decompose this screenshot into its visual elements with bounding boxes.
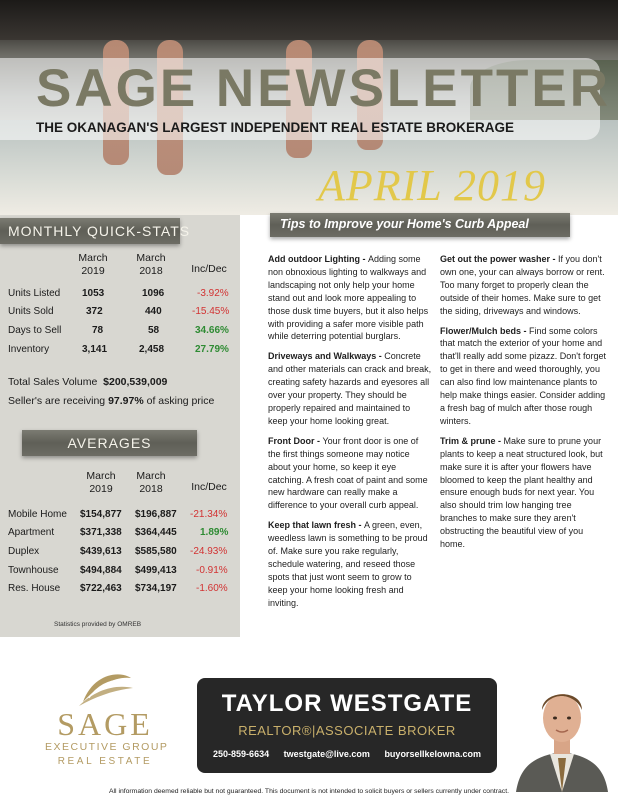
- value-2019: 1053: [82, 288, 105, 299]
- table-row: [8, 583, 238, 597]
- value-2019: $722,463: [80, 583, 122, 594]
- agent-phone[interactable]: 250-859-6634: [213, 749, 270, 759]
- asking-suffix: of asking price: [146, 395, 215, 407]
- tip-heading: Add outdoor Lighting -: [268, 254, 368, 264]
- article-title-bar: [270, 213, 618, 237]
- article-column-right: [440, 253, 610, 558]
- agent-contact: [197, 749, 497, 759]
- change-value: 27.79%: [195, 344, 229, 355]
- newsletter-subtitle: THE OKANAGAN'S LARGEST INDEPENDENT REAL ESTATE BROKERAGE: [36, 120, 514, 135]
- value-2018: $196,887: [135, 509, 177, 520]
- tip-paragraph: [440, 325, 610, 428]
- averages-heading: AVERAGES: [22, 430, 197, 456]
- col-header-2019: [76, 470, 126, 496]
- table-row: [8, 288, 238, 302]
- change-value: -15.45%: [192, 306, 230, 317]
- row-label: Inventory: [8, 344, 50, 355]
- value-2019: 78: [92, 325, 104, 336]
- change-value: -3.92%: [197, 288, 229, 299]
- tip-paragraph: [268, 253, 432, 343]
- table-row: [8, 306, 238, 320]
- total-sales-label: Total Sales Volume: [8, 376, 98, 388]
- row-label: Townhouse: [8, 565, 59, 576]
- tip-paragraph: [268, 435, 432, 512]
- value-2018: $499,413: [135, 565, 177, 576]
- table-row: [8, 527, 238, 541]
- brand-line-1: EXECUTIVE GROUP: [45, 741, 169, 753]
- change-value: 1.89%: [200, 527, 229, 538]
- asking-value: 97.97%: [108, 395, 144, 407]
- col-header-change: Inc/Dec: [191, 263, 227, 275]
- quick-stats-table: [8, 252, 238, 362]
- tip-paragraph: [440, 253, 610, 318]
- value-2018: 58: [148, 325, 160, 336]
- agent-name: TAYLOR WESTGATE: [221, 690, 473, 717]
- value-2018: $734,197: [135, 583, 177, 594]
- tip-body: If you don't own one, your can always borrow or rent. Too many forget to properly clean the outside of their homes. Make sure to get the siding, driveways and windows.: [440, 254, 605, 316]
- table-row: [8, 325, 238, 339]
- change-value: -24.93%: [190, 546, 228, 557]
- tip-body: Concrete and other materials can crack and break, creating safety hazards and eyesores all over your property. They should be properly repaired and maintained to keep your home looking great.: [268, 351, 432, 426]
- tip-body: A green, even, weedless lawn is something to be proud of. Make sure you rake regularly, schedule watering, and reseed those spots that just wont seem to grow to keep your home looking fresh and inviting.: [268, 520, 428, 608]
- stats-source-note: Statistics provided by OMREB: [54, 621, 142, 628]
- row-label: Units Listed: [8, 288, 61, 299]
- table-row: [8, 509, 238, 523]
- tip-heading: Get out the power washer -: [440, 254, 559, 264]
- disclaimer: All information deemed reliable but not guaranteed. This document is not intended to solicit buyers or sellers currently under contract.: [109, 788, 509, 795]
- article-title: Tips to Improve your Home's Curb Appeal: [280, 217, 529, 231]
- row-label: Res. House: [8, 583, 61, 594]
- asking-price-summary: [8, 395, 214, 407]
- quick-stats-heading: MONTHLY QUICK-STATS: [0, 218, 180, 244]
- agent-email[interactable]: twestgate@live.com: [283, 749, 370, 759]
- tip-heading: Driveways and Walkways -: [268, 351, 385, 362]
- sage-logo: [45, 668, 169, 768]
- dock-image: [0, 0, 618, 40]
- col-header-2018: [126, 470, 176, 496]
- col-header-2019-text: March 2019: [86, 470, 116, 495]
- total-sales-volume: [8, 376, 167, 388]
- value-2019: $371,338: [80, 527, 122, 538]
- col-header-2019-text: March 2019: [78, 252, 108, 277]
- table-row: [8, 565, 238, 579]
- row-label: Units Sold: [8, 306, 54, 317]
- row-label: Mobile Home: [8, 509, 67, 520]
- value-2019: $494,884: [80, 565, 122, 576]
- value-2018: $585,580: [135, 546, 177, 557]
- value-2019: 372: [86, 306, 103, 317]
- col-header-2018-text: March 2018: [136, 470, 166, 495]
- table-row: [8, 344, 238, 358]
- asking-prefix: Seller's are receiving: [8, 395, 106, 407]
- agent-website[interactable]: buyorsellkelowna.com: [384, 749, 481, 759]
- col-header-change: Inc/Dec: [191, 481, 227, 493]
- agent-card: [197, 678, 497, 773]
- tip-paragraph: [440, 435, 610, 551]
- col-header-2018: [126, 252, 176, 278]
- value-2019: 3,141: [82, 344, 108, 355]
- change-value: -21.34%: [190, 509, 228, 520]
- tip-heading: Keep that lawn fresh -: [268, 520, 365, 531]
- sage-leaf-icon: [75, 668, 135, 708]
- table-row: [8, 546, 238, 560]
- value-2019: $154,877: [80, 509, 122, 520]
- total-sales-value: $200,539,009: [103, 376, 168, 388]
- agent-role: REALTOR®|ASSOCIATE BROKER: [238, 723, 456, 738]
- col-header-2018-text: March 2018: [136, 252, 166, 277]
- change-value: -0.91%: [196, 565, 228, 576]
- tip-heading: Flower/Mulch beds -: [440, 325, 530, 336]
- tip-heading: Trim & prune -: [440, 435, 504, 446]
- tip-body: Your front door is one of the first things someone may notice about your home, so keep it eye catching. A fresh coat of paint and some new hardware can really make a difference to your overall curb appeal.: [268, 435, 428, 511]
- tip-paragraph: [268, 519, 432, 609]
- value-2019: $439,613: [80, 546, 122, 557]
- tip-heading: Front Door -: [268, 435, 323, 446]
- issue-date: APRIL 2019: [318, 161, 546, 210]
- row-label: Days to Sell: [8, 325, 62, 336]
- row-label: Duplex: [8, 546, 40, 557]
- tip-body: Find some colors that match the exterior of your home and that'll really add some pizazz. Don't forget to get in there and weed thoroughly, you can also find low maintenance plants to help make things easier. Consider adding a fresh bag of mulch after those rough winters.: [440, 325, 607, 426]
- brand-name: SAGE: [57, 706, 153, 742]
- value-2018: 2,458: [139, 344, 165, 355]
- newsletter-title: SAGE NEWSLETTER: [36, 59, 612, 118]
- value-2018: $364,445: [135, 527, 177, 538]
- averages-table: [8, 470, 238, 600]
- tip-paragraph: [268, 350, 432, 427]
- brand-line-2: REAL ESTATE: [57, 756, 153, 767]
- row-label: Apartment: [8, 527, 55, 538]
- value-2018: 1096: [142, 288, 165, 299]
- value-2018: 440: [145, 306, 162, 317]
- tip-body: Make sure to prune your plants to keep a neat structured look, but make sure it is after your flowers have bloomed to keep the plant healthy and ensure enough buds for next year. You also should trim low hanging tree branches to make sure they aren't obstructing the beautiful view of you home.: [440, 435, 603, 550]
- article-column-left: [268, 253, 432, 617]
- agent-photo: [512, 680, 612, 792]
- tip-body: Adding some non obnoxious lighting to walkways and landscaping not only help your home stand out and look more appealing to those dusk time buyers, but it also helps with providing a safer more visible path while deterring potential burglars.: [268, 254, 429, 342]
- col-header-2019: [68, 252, 118, 278]
- change-value: -1.60%: [196, 583, 228, 594]
- change-value: 34.66%: [195, 325, 229, 336]
